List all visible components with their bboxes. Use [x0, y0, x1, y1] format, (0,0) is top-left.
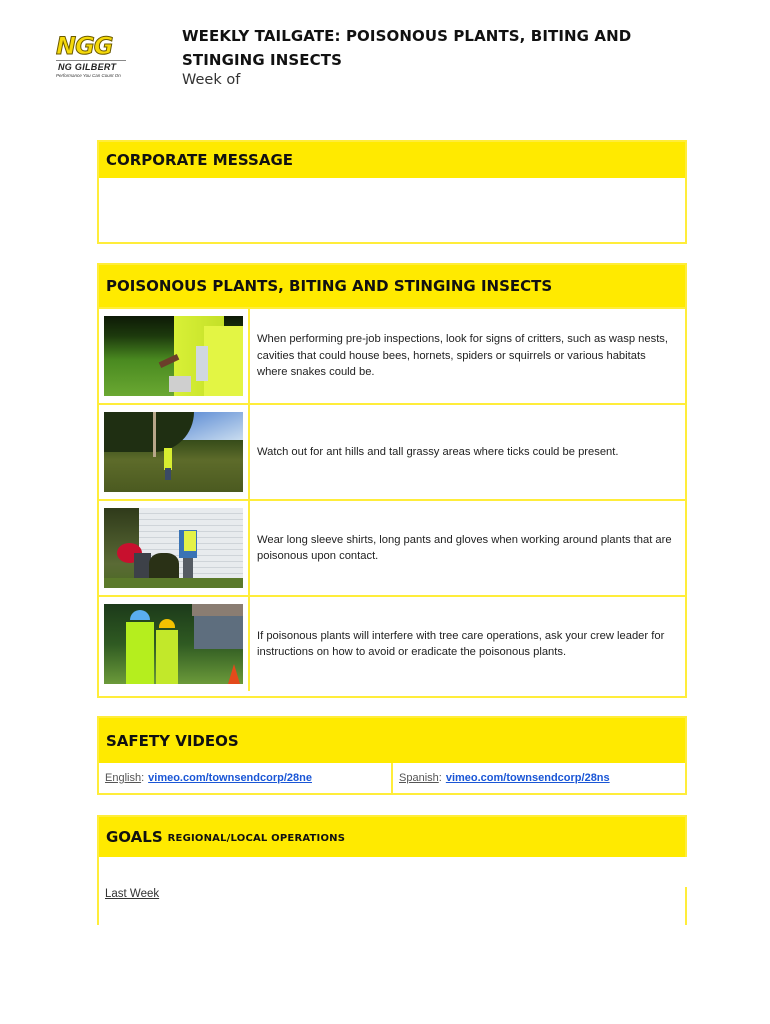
goals-section	[97, 815, 687, 925]
worker-near-house-photo	[104, 508, 243, 588]
crew-hard-hats-photo	[104, 604, 243, 684]
logo-company-name: NG GILBERT	[58, 62, 117, 72]
section-title: SAFETY VIDEOS	[106, 731, 239, 750]
safety-videos-section	[97, 716, 687, 795]
workers-pointing-photo	[104, 316, 243, 396]
tip-image-cell	[99, 501, 250, 595]
company-logo	[52, 34, 132, 78]
page-title: WEEKLY TAILGATE: POISONOUS PLANTS, BITING AND STINGING INSECTS	[182, 27, 632, 69]
goals-subheading: REGIONAL/LOCAL OPERATIONS	[167, 832, 346, 844]
tip-row	[99, 307, 685, 403]
tip-image-cell	[99, 405, 250, 499]
tip-text: Wear long sleeve shirts, long pants and gloves when working around plants that are poisonous upon contact.	[257, 533, 672, 562]
english-video-link[interactable]: vimeo.com/townsendcorp/28ne	[148, 772, 312, 784]
tip-text: Watch out for ant hills and tall grassy areas where ticks could be present.	[257, 445, 619, 458]
tip-text: If poisonous plants will interfere with tree care operations, ask your crew leader for instructions on how to avoid or eradicate the poisonous plants.	[257, 629, 665, 658]
video-links	[99, 763, 685, 793]
goals-heading	[99, 817, 685, 857]
tip-row	[99, 595, 685, 691]
section-title: GOALS	[106, 828, 163, 846]
tip-row	[99, 499, 685, 595]
tip-text: When performing pre-job inspections, look for signs of critters, such as wasp nests, cavities that could house bees, hornets, spiders or squirrels or various habitats where snakes could be.	[257, 333, 669, 379]
english-label: English	[105, 772, 142, 784]
last-week-label: Last Week	[105, 888, 160, 900]
corporate-message-heading	[99, 142, 685, 178]
tip-image-cell	[99, 597, 250, 691]
tip-row	[99, 403, 685, 499]
grassy-field-photo	[104, 412, 243, 492]
safety-videos-heading	[99, 718, 685, 763]
logo-tagline: Performance You Can Count On	[56, 73, 121, 78]
spanish-video-link[interactable]: vimeo.com/townsendcorp/28ns	[445, 772, 610, 784]
section-title: CORPORATE MESSAGE	[106, 151, 294, 169]
goals-body	[99, 857, 685, 927]
logo-divider	[56, 60, 126, 61]
poisonous-plants-section	[97, 263, 687, 698]
tip-image-cell	[99, 309, 250, 403]
spanish-label: Spanish	[399, 772, 439, 784]
corporate-message-section	[97, 140, 687, 244]
logo-mark: NGG	[56, 32, 113, 60]
week-of-label: Week of	[182, 72, 241, 88]
section-title: POISONOUS PLANTS, BITING AND STINGING INSECTS	[106, 277, 553, 295]
poisonous-plants-heading	[99, 265, 685, 307]
spanish-video-cell: Spanish : vimeo.com/townsendcorp/28ns	[399, 772, 610, 784]
english-video-cell: English : vimeo.com/townsendcorp/28ne	[99, 763, 393, 793]
